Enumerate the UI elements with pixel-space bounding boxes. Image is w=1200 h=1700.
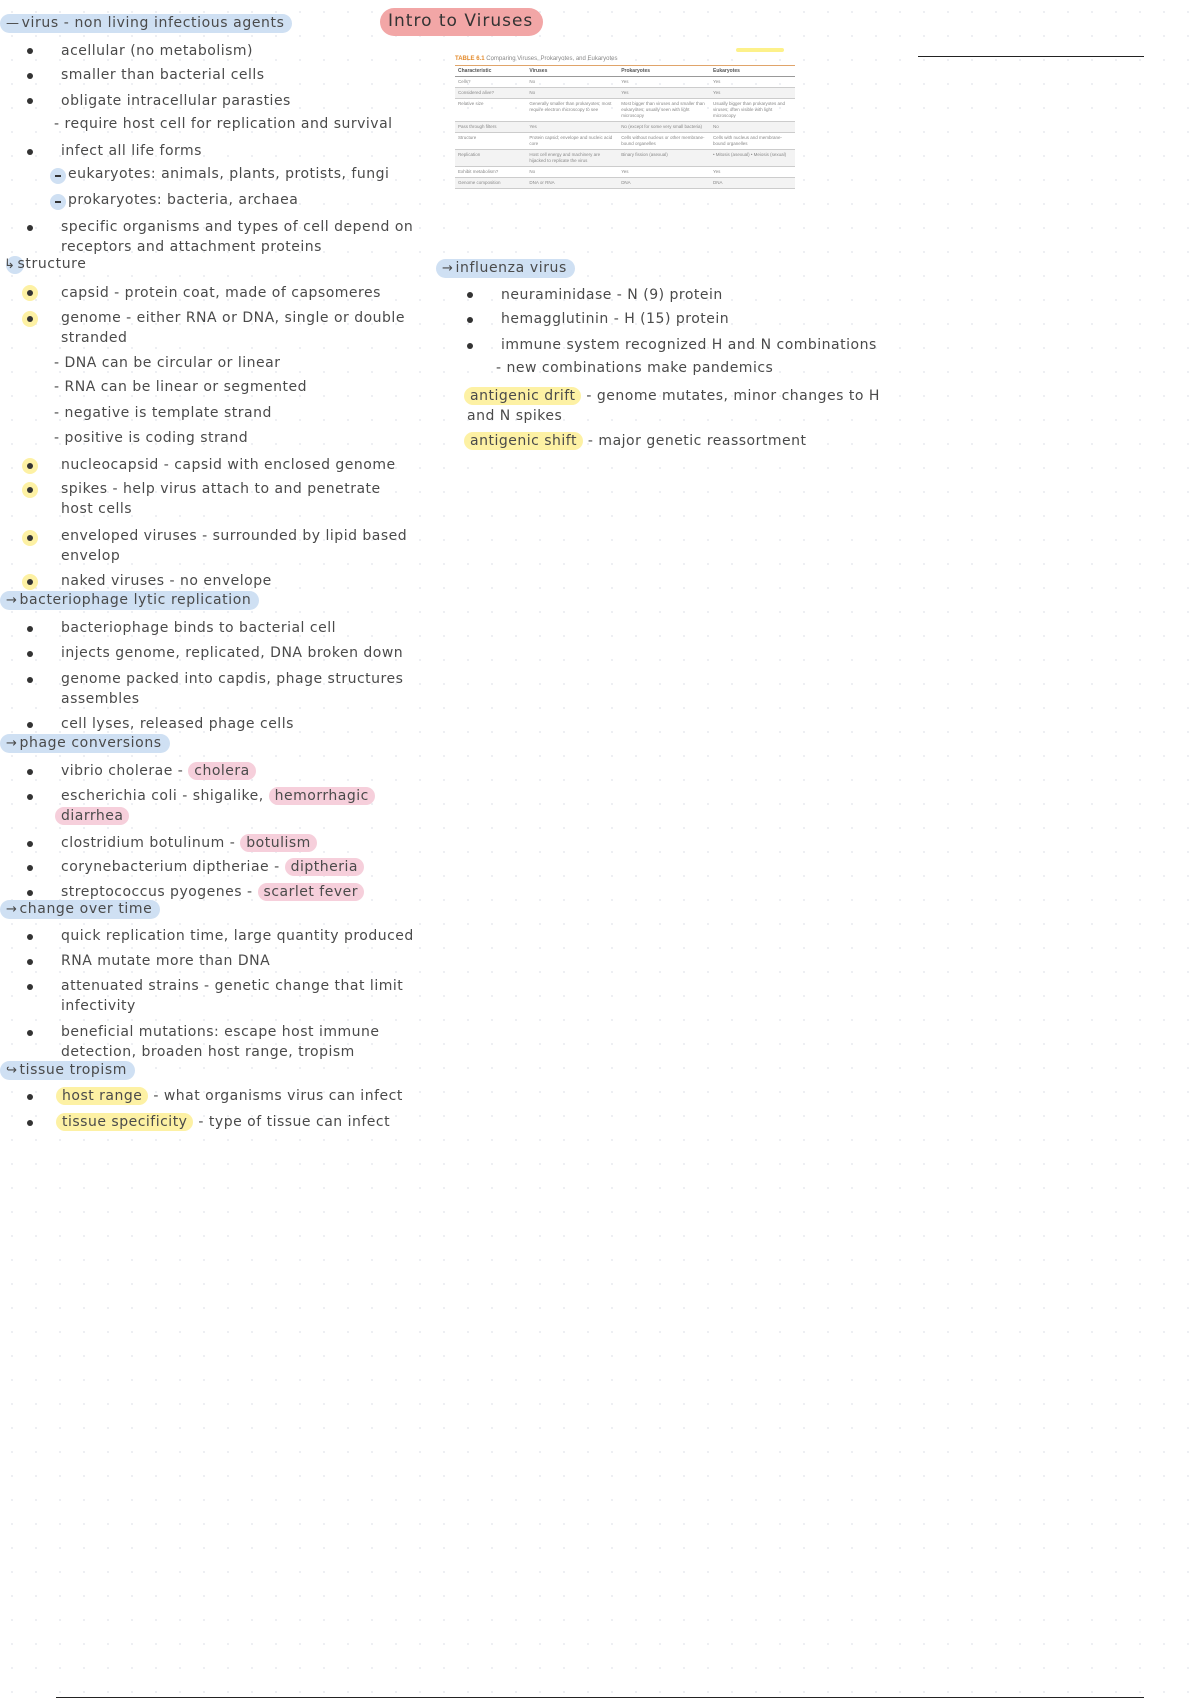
highlight-mark: [736, 48, 784, 52]
list-item: bacteriophage binds to bacterial cell: [61, 620, 336, 636]
dash-bullet-icon: [50, 194, 66, 210]
footer-divider-line: [56, 1697, 1144, 1698]
table-cell: No: [526, 88, 618, 99]
heading-text: influenza virus: [455, 260, 567, 276]
bullet-icon: [27, 626, 33, 632]
highlighted-term: diptheria: [285, 858, 364, 876]
table-caption-label: TABLE 6.1: [455, 56, 485, 62]
table-caption-text: Comparing Viruses, Prokaryotes, and Eukaryotes: [486, 56, 618, 62]
highlighted-term: tissue specificity: [56, 1113, 193, 1131]
table-cell: Yes: [618, 88, 710, 99]
bullet-icon: [27, 1120, 33, 1126]
table-cell: Structure: [455, 133, 526, 150]
dash-bullet-icon: [50, 168, 66, 184]
table-cell: Exhibit metabolism?: [455, 167, 526, 178]
table-row: [455, 178, 795, 189]
section-heading-influenza: [436, 259, 575, 278]
comparison-table-figure: [455, 56, 795, 189]
bullet-icon: [467, 317, 473, 323]
table-cell: DNA: [710, 178, 795, 189]
highlighted-term: cholera: [188, 762, 255, 780]
table-cell: Yes: [710, 77, 795, 88]
table-header-cell: Viruses: [526, 66, 618, 77]
list-item: genome packed into capdis, phage structures: [61, 671, 404, 687]
bullet-icon: [27, 1094, 33, 1100]
definition-item: [464, 386, 880, 406]
heading-text: virus - non living infectious agents: [21, 15, 285, 31]
list-item: obligate intracellular parasties: [61, 93, 291, 109]
table-cell: Yes: [618, 167, 710, 178]
list-item: smaller than bacterial cells: [61, 67, 265, 83]
table-row: [455, 150, 795, 167]
table-header-cell: Characteristic: [455, 66, 526, 77]
list-item: beneficial mutations: escape host immune: [61, 1024, 380, 1040]
highlighted-term: antigenic shift: [464, 432, 583, 450]
table-cell: Relative size: [455, 99, 526, 122]
item-text: - type of tissue can infect: [193, 1114, 391, 1130]
table-cell: Yes: [618, 77, 710, 88]
highlighted-bullet-icon: [22, 530, 38, 546]
sub-item: - new combinations make pandemics: [496, 360, 774, 376]
divider-line: [918, 56, 1144, 57]
table-cell: Replication: [455, 150, 526, 167]
table-row: [455, 99, 795, 122]
table-cell: DNA or RNA: [526, 178, 618, 189]
heading-text: phage conversions: [19, 735, 162, 751]
list-item: attenuated strains - genetic change that limit: [61, 978, 404, 994]
list-item: specific organisms and types of cell depend on: [61, 219, 414, 235]
bullet-icon: [27, 959, 33, 965]
bullet-icon: [27, 841, 33, 847]
sub-item: - RNA can be linear or segmented: [54, 379, 308, 395]
table-cell: • Mitosis (asexual) • Meiosis (sexual): [710, 150, 795, 167]
list-item: neuraminidase - N (9) protein: [501, 287, 723, 303]
bullet-icon: [27, 651, 33, 657]
comparison-table: [455, 65, 795, 189]
list-item: nucleocapsid - capsid with enclosed genome: [61, 457, 396, 473]
table-cell: Genome composition: [455, 178, 526, 189]
table-cell: Binary fission (asexual): [618, 150, 710, 167]
arrow-icon: →: [6, 902, 18, 917]
table-cell: No: [526, 77, 618, 88]
list-item: envelop: [61, 548, 121, 564]
list-item: [61, 882, 364, 902]
highlighted-term: antigenic drift: [464, 387, 581, 405]
highlighted-bullet-icon: [22, 311, 38, 327]
list-item: hemagglutinin - H (15) protein: [501, 311, 730, 327]
bullet-icon: [27, 73, 33, 79]
highlighted-term: scarlet fever: [258, 883, 364, 901]
section-heading-phage: [0, 734, 170, 753]
arrow-icon: ↪: [6, 1063, 18, 1078]
list-item: acellular (no metabolism): [61, 43, 254, 59]
bullet-icon: [27, 677, 33, 683]
arrow-icon: —: [6, 16, 20, 31]
section-heading-change: [0, 900, 160, 919]
item-text: escherichia coli - shigalike,: [61, 788, 269, 804]
table-cell: Pass through filters: [455, 122, 526, 133]
return-arrow-icon: ↳: [4, 257, 16, 272]
heading-text: change over time: [19, 901, 153, 917]
bullet-icon: [27, 794, 33, 800]
list-item: detection, broaden host range, tropism: [61, 1044, 355, 1060]
item-text: vibrio cholerae -: [61, 763, 189, 779]
list-item: injects genome, replicated, DNA broken down: [61, 645, 404, 661]
definition-item: [464, 431, 806, 451]
table-row: [455, 122, 795, 133]
sub-item: - require host cell for replication and survival: [54, 116, 393, 132]
table-cell: Host cell energy and machinery are hijacked to replicate the virus: [526, 150, 618, 167]
table-row: [455, 88, 795, 99]
table-cell: DNA: [618, 178, 710, 189]
heading-text: bacteriophage lytic replication: [19, 592, 252, 608]
list-item: cell lyses, released phage cells: [61, 716, 294, 732]
table-caption: [455, 56, 795, 62]
bullet-icon: [467, 292, 473, 298]
section-heading-tropism: [0, 1061, 135, 1080]
bullet-icon: [27, 722, 33, 728]
table-cell: Cells with nucleus and membrane-bound organelles: [710, 133, 795, 150]
table-cell: Usually bigger than prokaryotes and viruses; often visible with light microscopy: [710, 99, 795, 122]
table-cell: No: [526, 167, 618, 178]
table-cell: No: [710, 122, 795, 133]
item-text: - what organisms virus can infect: [148, 1088, 403, 1104]
bullet-icon: [27, 890, 33, 896]
bullet-icon: [27, 865, 33, 871]
table-cell: Yes: [526, 122, 618, 133]
table-row: [455, 133, 795, 150]
list-item: capsid - protein coat, made of capsomeres: [61, 285, 381, 301]
list-item: quick replication time, large quantity produced: [61, 928, 414, 944]
table-cell: Considered alive?: [455, 88, 526, 99]
arrow-icon: →: [6, 593, 18, 608]
highlighted-bullet-icon: [22, 574, 38, 590]
table-header-cell: Prokaryotes: [618, 66, 710, 77]
table-cell: Most bigger than viruses and smaller than eukaryotes; usually seen with light microscopy: [618, 99, 710, 122]
list-item: [55, 806, 129, 826]
highlighted-bullet-icon: [22, 285, 38, 301]
item-text: - major genetic reassortment: [582, 433, 807, 449]
highlighted-bullet-icon: [22, 482, 38, 498]
list-item: genome - either RNA or DNA, single or double: [61, 310, 405, 326]
bullet-icon: [27, 149, 33, 155]
table-header-row: [455, 66, 795, 77]
section-heading-lytic: [0, 591, 259, 610]
list-item: [61, 857, 364, 877]
list-item: [61, 761, 256, 781]
list-item: receptors and attachment proteins: [61, 239, 322, 255]
list-item: [61, 786, 375, 806]
table-cell: Protein capsid; envelope and nucleic acid core: [526, 133, 618, 150]
highlighted-term: diarrhea: [55, 807, 129, 825]
list-item: enveloped viruses - surrounded by lipid based: [61, 528, 408, 544]
item-text: corynebacterium diptheriae -: [61, 859, 285, 875]
table-row: [455, 167, 795, 178]
item-text: clostridium botulinum -: [61, 835, 241, 851]
list-item: spikes - help virus attach to and penetrate: [61, 481, 381, 497]
sub-item: - positive is coding strand: [54, 430, 249, 446]
table-cell: Generally smaller than prokaryotes; most require electron microscopy to see: [526, 99, 618, 122]
list-item: RNA mutate more than DNA: [61, 953, 271, 969]
heading-text: tissue tropism: [19, 1062, 128, 1078]
table-row: [455, 77, 795, 88]
table-cell: Cells?: [455, 77, 526, 88]
highlighted-term: botulism: [240, 834, 317, 852]
sub-item: eukaryotes: animals, plants, protists, fungi: [68, 166, 390, 182]
definition-item-continued: and N spikes: [467, 408, 563, 424]
list-item: naked viruses - no envelope: [61, 573, 272, 589]
highlighted-bullet-icon: [22, 458, 38, 474]
item-text: streptococcus pyogenes -: [61, 884, 258, 900]
bullet-icon: [27, 48, 33, 54]
bullet-icon: [27, 769, 33, 775]
heading-text: structure: [17, 256, 87, 272]
page-title: Intro to Viruses: [380, 8, 543, 36]
table-cell: Yes: [710, 167, 795, 178]
section-heading-virus: [0, 14, 292, 33]
item-text: - genome mutates, minor changes to H: [581, 388, 880, 404]
table-cell: Cells without nucleus or other membrane-bound organelles: [618, 133, 710, 150]
arrow-icon: →: [442, 261, 454, 276]
list-item: [56, 1086, 403, 1106]
bullet-icon: [27, 225, 33, 231]
table-cell: No (except for some very small bacteria): [618, 122, 710, 133]
sub-item: - DNA can be circular or linear: [54, 355, 281, 371]
bullet-icon: [27, 934, 33, 940]
list-item: host cells: [61, 501, 133, 517]
arrow-icon: →: [6, 736, 18, 751]
bullet-icon: [27, 984, 33, 990]
sub-item: prokaryotes: bacteria, archaea: [68, 192, 299, 208]
list-item: immune system recognized H and N combinations: [501, 337, 877, 353]
sub-item: - negative is template strand: [54, 405, 272, 421]
section-heading-structure: [4, 256, 86, 272]
highlighted-term: hemorrhagic: [269, 787, 375, 805]
list-item: infectivity: [61, 998, 136, 1014]
list-item: assembles: [61, 691, 140, 707]
bullet-icon: [27, 1030, 33, 1036]
highlighted-term: host range: [56, 1087, 148, 1105]
bullet-icon: [27, 98, 33, 104]
list-item: stranded: [61, 330, 128, 346]
list-item: infect all life forms: [61, 143, 202, 159]
table-header-cell: Eukaryotes: [710, 66, 795, 77]
bullet-icon: [467, 343, 473, 349]
table-cell: Yes: [710, 88, 795, 99]
list-item: [61, 833, 317, 853]
list-item: [56, 1112, 390, 1132]
